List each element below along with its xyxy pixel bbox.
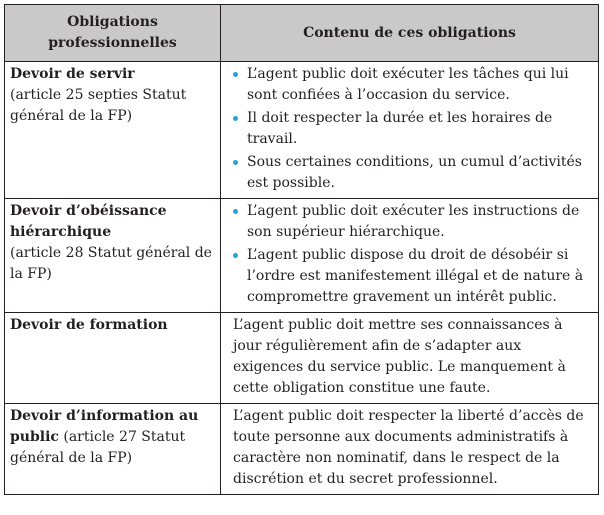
list-item xyxy=(233,245,590,308)
list-item-text: Il doit respecter la durée et les horaires de travail. xyxy=(247,110,553,147)
bullet-icon xyxy=(233,72,238,77)
list-item xyxy=(233,64,590,106)
list-item xyxy=(233,108,590,150)
obligation-cell xyxy=(5,199,221,313)
obligation-title: Devoir de servir xyxy=(10,66,135,82)
list-item-text: L’agent public dispose du droit de désobéir si l’ordre est manifestement illégal et de nature à compromettre gravement un intérêt public. xyxy=(247,247,584,305)
obligation-cell xyxy=(5,404,221,495)
bullet-icon xyxy=(233,116,238,121)
bullet-icon xyxy=(233,160,238,165)
content-cell xyxy=(221,62,599,199)
table-row xyxy=(5,313,599,404)
obligation-reference: (article 25 septies Statut général de la FP) xyxy=(10,87,187,124)
content-cell xyxy=(221,313,599,404)
list-item-text: Sous certaines conditions, un cumul d’activités est possible. xyxy=(247,154,582,191)
list-item xyxy=(233,201,590,243)
bullet-icon xyxy=(233,253,238,258)
list-item-text: L’agent public doit exécuter les instructions de son supérieur hiérarchique. xyxy=(247,203,580,240)
content-list xyxy=(233,201,590,308)
obligation-cell xyxy=(5,313,221,404)
content-text: L’agent public doit mettre ses connaissances à jour régulièrement afin de s’adapter aux exigences du service public. Le manquement à cette obligation constitue une faute. xyxy=(233,317,566,396)
list-item-text: L’agent public doit exécuter les tâches qui lui sont confiées à l’occasion du service. xyxy=(247,66,569,103)
obligation-title: Devoir d’obéissance hiérarchique xyxy=(10,203,167,240)
bullet-icon xyxy=(233,209,238,214)
obligation-cell xyxy=(5,62,221,199)
table-header-row xyxy=(5,5,599,62)
content-cell xyxy=(221,199,599,313)
obligation-reference: (article 27 Statut général de la FP) xyxy=(10,429,186,466)
obligation-reference: (article 28 Statut général de la FP) xyxy=(10,245,212,282)
table-row xyxy=(5,62,599,199)
content-cell xyxy=(221,404,599,495)
obligation-title: Devoir d’information au public xyxy=(10,408,199,445)
table-row xyxy=(5,199,599,313)
header-contenu: Contenu de ces obligations xyxy=(221,5,599,62)
obligation-title: Devoir de formation xyxy=(10,317,168,333)
header-obligations: Obligations professionnelles xyxy=(5,5,221,62)
list-item xyxy=(233,152,590,194)
content-list xyxy=(233,64,590,194)
obligations-table xyxy=(4,4,599,495)
table-row xyxy=(5,404,599,495)
content-text: L’agent public doit respecter la liberté d’accès de toute personne aux documents administratifs à caractère non nominatif, dans le respect de la discrétion et du secret professionnel. xyxy=(233,408,584,487)
